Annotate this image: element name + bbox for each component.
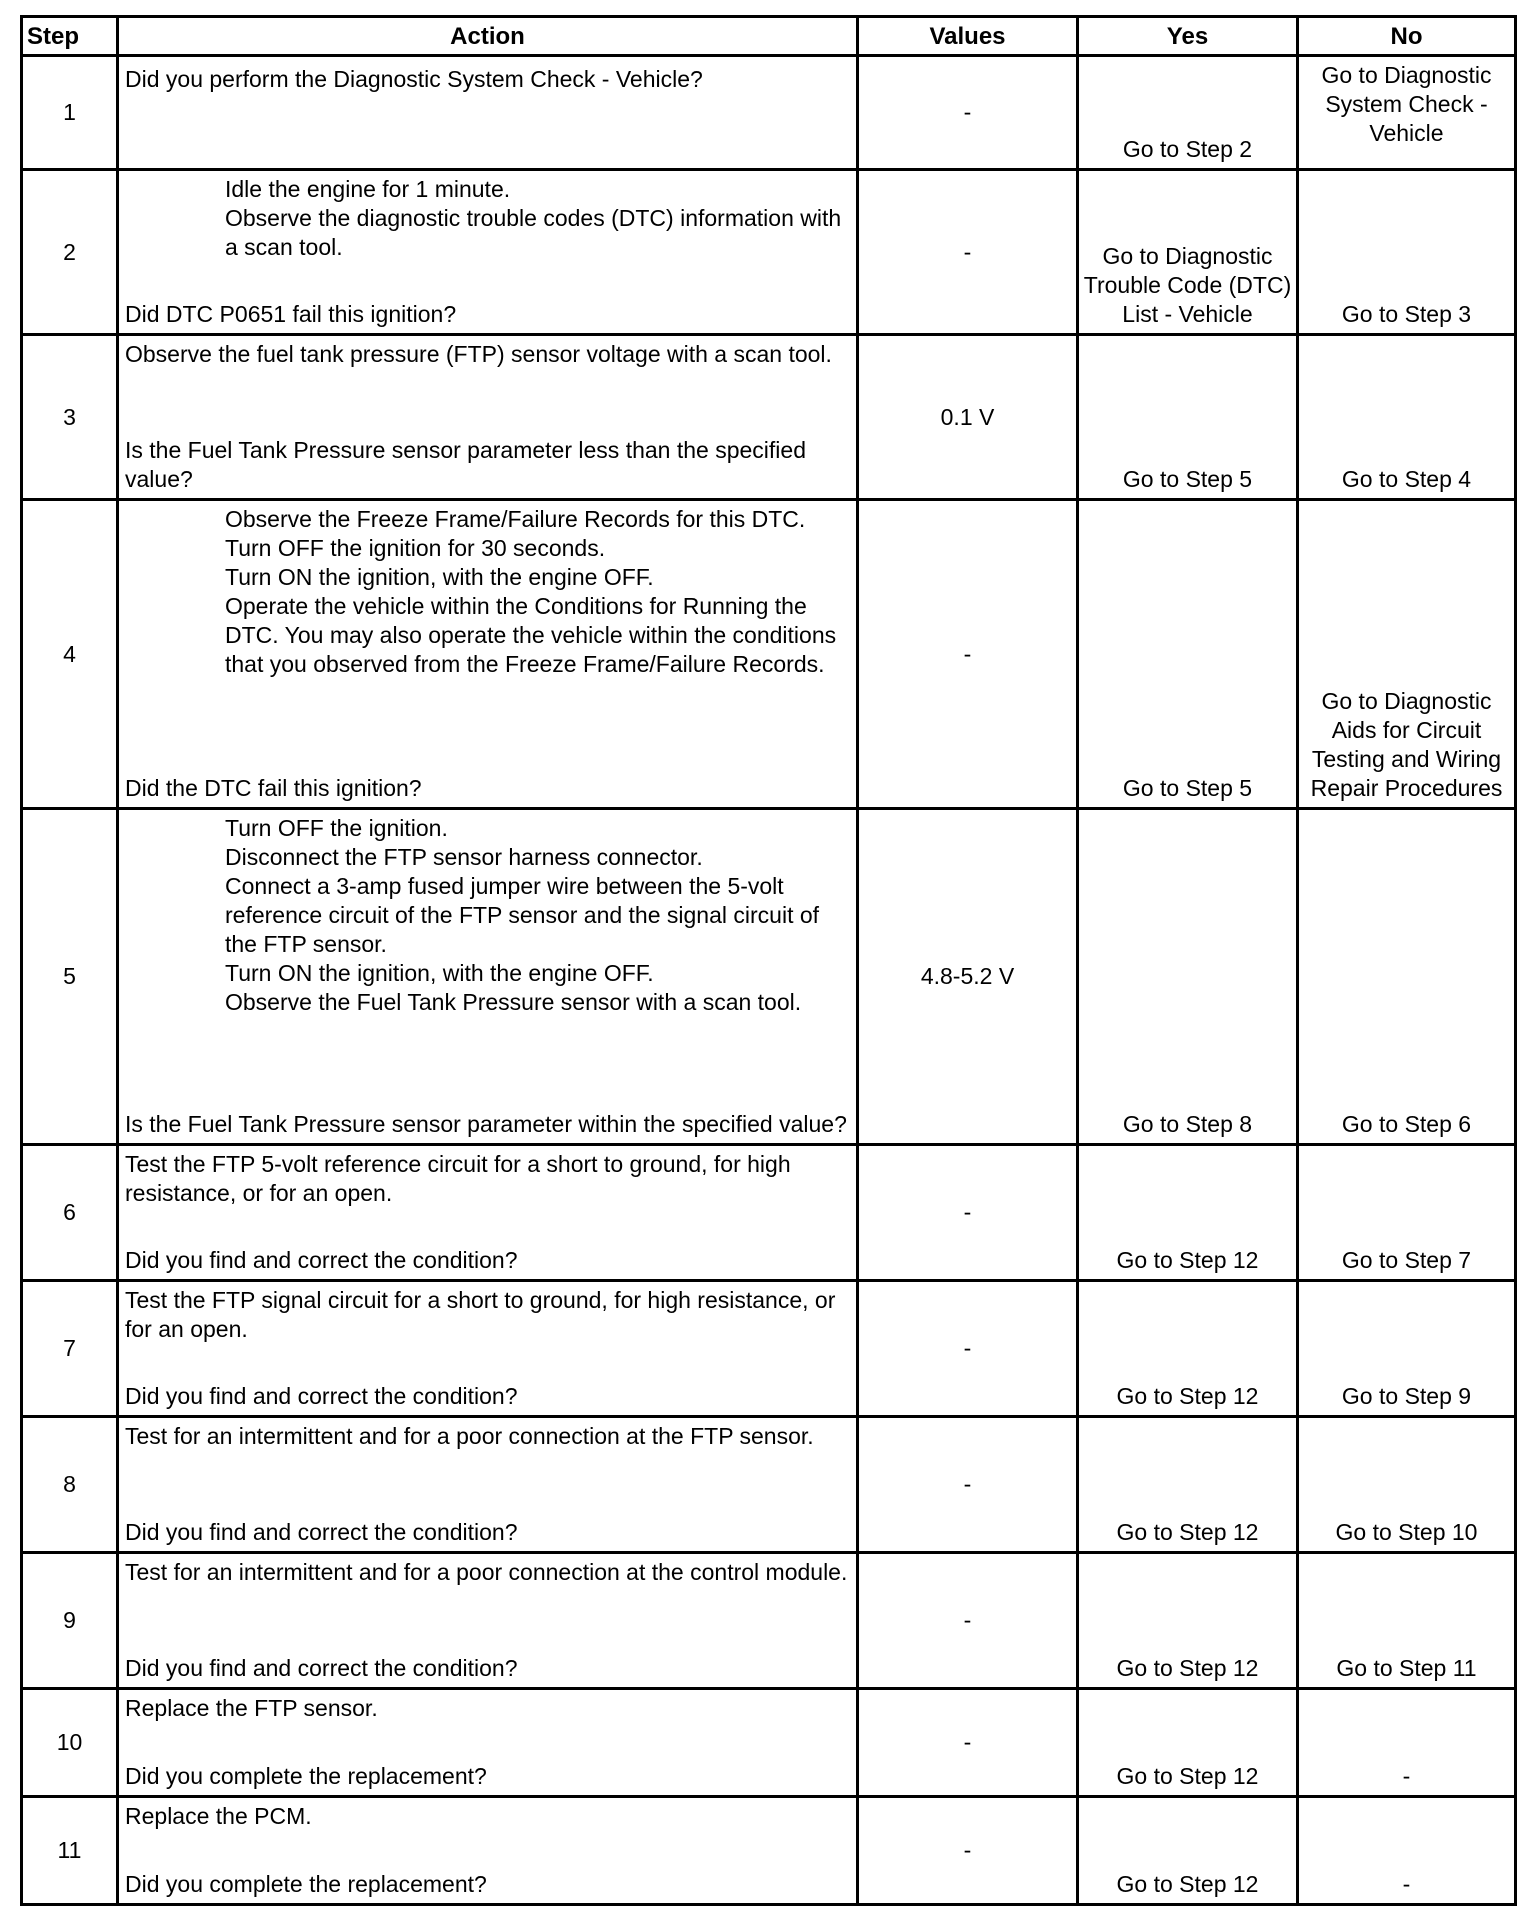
yes-cell: Go to Diagnostic Trouble Code (DTC) List - Vehicle [1078,170,1298,335]
table-row [22,500,1516,808]
value-cell: - [858,1552,1078,1688]
action-cell [118,1688,858,1796]
yes-cell: Go to Step 12 [1078,1144,1298,1280]
action-cell [118,170,858,335]
action-question: Did DTC P0651 fail this ignition? [125,301,457,328]
action-instruction: Connect a 3-amp fused jumper wire between the 5-volt reference circuit of the FTP sensor and the signal circuit of the FTP sensor. [225,872,820,957]
action-cell [118,500,858,808]
step-number: 8 [22,1416,118,1552]
step-number: 9 [22,1552,118,1688]
table-row [22,1144,1516,1280]
table-row [22,1796,1516,1904]
step-number: 7 [22,1280,118,1416]
no-cell: Go to Step 7 [1298,1144,1516,1280]
action-instruction: Test for an intermittent and for a poor connection at the FTP sensor. [125,1422,814,1449]
table-row [22,335,1516,500]
table-row [22,808,1516,1144]
table-row [22,1688,1516,1796]
no-cell: Go to Step 10 [1298,1416,1516,1552]
action-question: Is the Fuel Tank Pressure sensor parameter within the specified value? [125,1110,847,1137]
header-row [22,17,1516,56]
action-question: Did you complete the replacement? [125,1871,487,1897]
no-cell: Go to Step 4 [1298,335,1516,500]
step-number: 11 [22,1796,118,1904]
table-row [22,1552,1516,1688]
table-row [22,170,1516,335]
step-number: 3 [22,335,118,500]
step-number: 1 [22,56,118,170]
action-instruction: Disconnect the FTP sensor harness connector. [225,843,703,870]
yes-cell: Go to Step 12 [1078,1416,1298,1552]
action-instruction: Replace the PCM. [125,1802,312,1829]
action-question: Did you find and correct the condition? [125,1382,518,1409]
action-question: Did you perform the Diagnostic System Check - Vehicle? [125,66,703,92]
action-cell [118,1144,858,1280]
value-cell: - [858,1280,1078,1416]
action-cell [118,56,858,170]
yes-cell: Go to Step 12 [1078,1280,1298,1416]
action-question: Did you find and correct the condition? [125,1518,518,1545]
no-cell: Go to Step 11 [1298,1552,1516,1688]
action-instruction: Test the FTP 5-volt reference circuit for a short to ground, for high resistance, or for an open. [125,1150,791,1206]
no-cell: Go to Step 3 [1298,170,1516,335]
action-instruction: Test the FTP signal circuit for a short to ground, for high resistance, or for an open. [125,1286,836,1342]
value-cell: - [858,1416,1078,1552]
action-instruction: Turn OFF the ignition for 30 seconds. [225,535,606,562]
yes-cell: Go to Step 2 [1078,56,1298,170]
action-cell [118,335,858,500]
action-instruction: Observe the diagnostic trouble codes (DTC) information with a scan tool. [225,205,842,261]
value-cell: - [858,170,1078,335]
header-values: Values [858,17,1078,56]
table-row [22,1280,1516,1416]
action-instruction: Idle the engine for 1 minute. [225,176,511,203]
action-instruction: Operate the vehicle within the Conditions for Running the DTC. You may also operate the vehicle within the conditions that you observed from the Freeze Frame/Failure Records. [225,593,837,678]
action-cell [118,808,858,1144]
value-cell: - [858,1688,1078,1796]
action-cell [118,1416,858,1552]
yes-cell: Go to Step 12 [1078,1796,1298,1904]
action-instruction: Test for an intermittent and for a poor connection at the control module. [125,1558,848,1585]
table-body [22,56,1516,1905]
action-cell [118,1552,858,1688]
step-number: 6 [22,1144,118,1280]
step-number: 2 [22,170,118,335]
action-instruction: Observe the Fuel Tank Pressure sensor with a scan tool. [225,988,802,1015]
no-cell: Go to Step 6 [1298,808,1516,1144]
value-cell: - [858,56,1078,170]
yes-cell: Go to Step 5 [1078,500,1298,808]
action-instruction: Observe the Freeze Frame/Failure Records for this DTC. [225,506,806,533]
yes-cell: Go to Step 12 [1078,1552,1298,1688]
no-cell: Go to Diagnostic Aids for Circuit Testing and Wiring Repair Procedures [1298,500,1516,808]
action-instruction: Turn ON the ignition, with the engine OFF. [225,959,654,986]
value-cell: 4.8-5.2 V [858,808,1078,1144]
value-cell: - [858,500,1078,808]
diagnostic-table [20,15,1517,1906]
action-question: Did the DTC fail this ignition? [125,774,422,801]
table-row [22,56,1516,170]
yes-cell: Go to Step 12 [1078,1688,1298,1796]
action-question: Did you find and correct the condition? [125,1654,518,1681]
action-instruction: Turn ON the ignition, with the engine OFF. [225,564,654,591]
header-yes: Yes [1078,17,1298,56]
step-number: 5 [22,808,118,1144]
action-question: Is the Fuel Tank Pressure sensor parameter less than the specified value? [125,437,806,493]
yes-cell: Go to Step 8 [1078,808,1298,1144]
value-cell: 0.1 V [858,335,1078,500]
yes-cell: Go to Step 5 [1078,335,1298,500]
header-action: Action [118,17,858,56]
value-cell: - [858,1796,1078,1904]
no-cell: Go to Diagnostic System Check - Vehicle [1298,56,1516,170]
action-question: Did you find and correct the condition? [125,1246,518,1273]
action-question: Did you complete the replacement? [125,1762,487,1789]
no-cell: - [1298,1796,1516,1904]
table-row [22,1416,1516,1552]
header-no: No [1298,17,1516,56]
value-cell: - [858,1144,1078,1280]
header-step: Step [22,17,118,56]
action-cell [118,1796,858,1904]
action-instruction: Replace the FTP sensor. [125,1694,378,1721]
step-number: 10 [22,1688,118,1796]
action-instruction: Observe the fuel tank pressure (FTP) sensor voltage with a scan tool. [125,341,832,368]
no-cell: Go to Step 9 [1298,1280,1516,1416]
no-cell: - [1298,1688,1516,1796]
action-cell [118,1280,858,1416]
action-instruction: Turn OFF the ignition. [225,814,448,841]
step-number: 4 [22,500,118,808]
